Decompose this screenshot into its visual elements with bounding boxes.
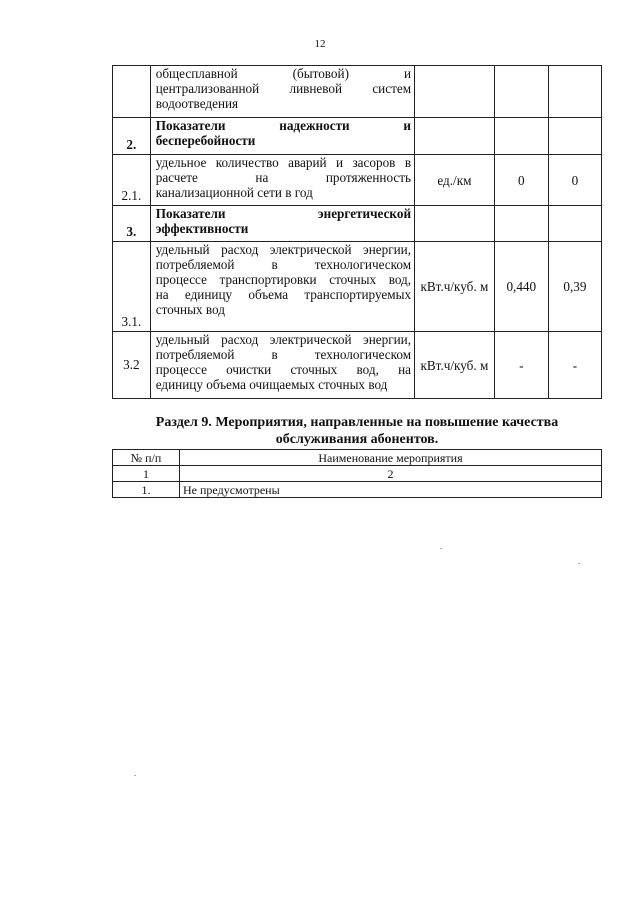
scan-speck: [134, 775, 136, 776]
index-col-2: 2: [180, 466, 602, 482]
row-value-2: [548, 206, 601, 242]
row-description: [150, 332, 414, 399]
description-line: процессе очистки сточных вод, на: [155, 362, 412, 377]
row-number: [113, 66, 151, 118]
description-line: удельный расход электрической энергии,: [155, 242, 412, 257]
row-number: 3.2: [113, 332, 151, 399]
row-unit: ед./км: [415, 155, 495, 206]
row-unit: [415, 206, 495, 242]
section-9-title: [112, 414, 602, 448]
description-line: Показатели надежности и: [155, 118, 412, 133]
row-value-1: [494, 118, 548, 155]
table-row: [113, 332, 602, 399]
header-number: № п/п: [113, 450, 180, 466]
row-unit: [415, 118, 495, 155]
row-description: [150, 206, 414, 242]
row-value-2: 0: [548, 155, 601, 206]
description-line: удельный расход электрической энергии,: [155, 332, 412, 347]
index-col-1: 1: [113, 466, 180, 482]
row-value-2: [548, 66, 601, 118]
scan-speck: [440, 548, 442, 549]
table-row: [113, 66, 602, 118]
measures-table: [112, 449, 602, 498]
description-line: сточных вод: [155, 302, 225, 317]
description-line: расчете на протяженность: [155, 170, 412, 185]
row-unit: [415, 66, 495, 118]
section-title-line: Раздел 9. Мероприятия, направленные на повышение качества: [155, 415, 559, 430]
section-title-line: обслуживания абонентов.: [275, 432, 439, 447]
description-line: бесперебойности: [155, 133, 256, 148]
description-line: эффективности: [155, 221, 249, 236]
description-line: процессе транспортировки сточных вод,: [155, 272, 412, 287]
row-value-2: -: [548, 332, 601, 399]
row-description: [150, 155, 414, 206]
measure-name: Не предусмотрены: [180, 482, 602, 498]
indicators-table: [112, 65, 602, 399]
row-description: [150, 242, 414, 332]
description-line: Показатели энергетической: [155, 206, 412, 221]
description-line: на единицу объема транспортируемых: [155, 287, 412, 302]
description-line: водоотведения: [155, 96, 239, 111]
row-description: [150, 118, 414, 155]
row-value-1: 0,440: [494, 242, 548, 332]
description-line: канализационной сети в год: [155, 185, 313, 200]
row-unit: кВт.ч/куб. м: [415, 332, 495, 399]
table-row: [113, 242, 602, 332]
row-number: 3.1.: [113, 242, 151, 332]
row-value-2: [548, 118, 601, 155]
description-line: потребляемой в технологическом: [155, 347, 412, 362]
description-line: общесплавной (бытовой) и: [155, 66, 412, 81]
table-row: [113, 206, 602, 242]
table-header-row: [113, 450, 602, 466]
description-line: централизованной ливневой систем: [155, 81, 412, 96]
row-description: [150, 66, 414, 118]
table-row: [113, 482, 602, 498]
description-line: единицу объема очищаемых сточных вод: [155, 377, 388, 392]
row-value-1: [494, 66, 548, 118]
row-value-1: [494, 206, 548, 242]
row-value-1: 0: [494, 155, 548, 206]
description-line: потребляемой в технологическом: [155, 257, 412, 272]
row-value-1: -: [494, 332, 548, 399]
header-measure-name: Наименование мероприятия: [180, 450, 602, 466]
table-row: [113, 118, 602, 155]
row-number: 2.1.: [113, 155, 151, 206]
row-number: 2.: [113, 118, 151, 155]
scan-speck: [578, 563, 580, 564]
row-number: 3.: [113, 206, 151, 242]
row-unit: кВт.ч/куб. м: [415, 242, 495, 332]
measure-number: 1.: [113, 482, 180, 498]
description-line: удельное количество аварий и засоров в: [155, 155, 412, 170]
table-row: [113, 155, 602, 206]
page-number: 12: [314, 38, 326, 50]
row-value-2: 0,39: [548, 242, 601, 332]
table-index-row: [113, 466, 602, 482]
